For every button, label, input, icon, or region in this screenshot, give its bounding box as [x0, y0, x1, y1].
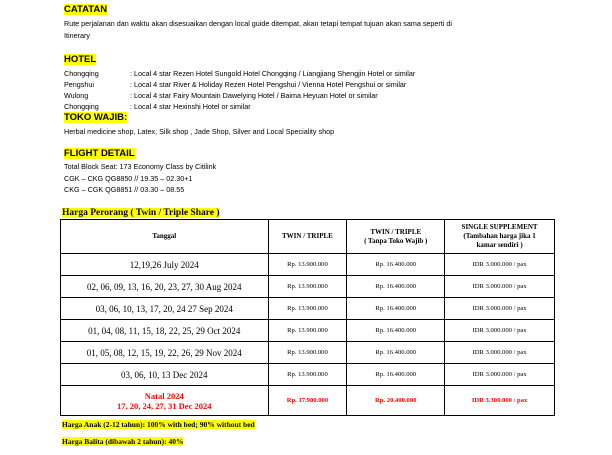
row-date: 01, 05, 08, 12, 15, 19, 22, 26, 29 Nov 2024: [61, 342, 269, 364]
table-row: [61, 342, 555, 364]
row-no-toko: Rp. 16.400.000: [347, 298, 445, 320]
row-no-toko: Rp. 16.400.000: [347, 320, 445, 342]
header-tanggal: Tanggal: [61, 220, 269, 254]
hotel-row: [64, 69, 415, 78]
row-no-toko: Rp. 16.400.000: [347, 364, 445, 386]
flight-return: CKG – CGK QG8851 // 03.30 – 08.55: [64, 185, 185, 194]
hotel-city: Chongqing: [64, 102, 99, 111]
header-single-line1: SINGLE SUPPLEMENT: [461, 223, 538, 231]
toko-text: Herbal medicine shop, Latex, Silk shop , Jade Shop, Silver and Local Speciality shop: [64, 127, 335, 136]
hotel-city: Pengshui: [64, 80, 94, 89]
natal-single: IDR 3.300.000 / pax: [445, 386, 555, 416]
hotel-city: Wulong: [64, 91, 89, 100]
row-twin: Rp. 13.900.000: [268, 320, 347, 342]
row-twin: Rp. 13.900.000: [268, 276, 347, 298]
hotel-detail: : Local 4 star Fairy Mountain Dawelying Hotel / Baima Heyuan Hotel or similar: [130, 91, 378, 100]
hotel-row: [64, 80, 406, 89]
table-row-natal: [61, 386, 555, 416]
table-row: [61, 254, 555, 276]
catatan-text-line1: Rute perjalanan dan waktu akan disesuaikan dengan local guide ditempat, akan tetapi tempat tujuan akan sama seperti di: [64, 19, 452, 28]
row-date: 12,19,26 July 2024: [61, 254, 269, 276]
row-single: IDR 3.000.000 / pax: [445, 364, 555, 386]
natal-date: [61, 386, 269, 416]
hotel-title: HOTEL: [64, 54, 97, 65]
row-no-toko: Rp. 16.400.000: [347, 254, 445, 276]
row-twin: Rp. 13.900.000: [268, 254, 347, 276]
pricing-title: Harga Perorang ( Twin / Triple Share ): [62, 208, 220, 218]
hotel-row: [64, 91, 378, 100]
flight-outbound: CGK – CKG QG8850 // 19.35 – 02.30+1: [64, 174, 193, 183]
natal-title: Natal 2024: [144, 390, 184, 401]
natal-dates: 17, 20, 24, 27, 31 Dec 2024: [117, 400, 212, 411]
natal-no-toko: Rp. 20.400.000: [347, 386, 445, 416]
note-infant-price: Harga Balita (dibawah 2 tahun): 40%: [62, 437, 184, 446]
row-twin: Rp. 13.900.000: [268, 342, 347, 364]
header-twin-no-toko: [347, 220, 445, 254]
row-single: IDR 3.000.000 / pax: [445, 320, 555, 342]
table-row: [61, 276, 555, 298]
header-single-line2: (Tambahan harga jika 1: [463, 232, 536, 240]
table-header-row: [61, 220, 555, 254]
header-twin: TWIN / TRIPLE: [268, 220, 347, 254]
row-twin: Rp. 13.900.000: [268, 364, 347, 386]
flight-title: FLIGHT DETAIL: [64, 148, 135, 159]
row-date: 02, 06, 09, 13, 16, 20, 23, 27, 30 Aug 2024: [61, 276, 269, 298]
row-single: IDR 3.000.000 / pax: [445, 254, 555, 276]
catatan-title: CATATAN: [64, 4, 108, 15]
natal-twin: Rp. 17.900.000: [268, 386, 347, 416]
header-twin-no-toko-line1: TWIN / TRIPLE: [370, 227, 422, 236]
header-single-line3: kamar sendiri ): [476, 241, 523, 249]
row-date: 03, 06, 10, 13, 17, 20, 24 27 Sep 2024: [61, 298, 269, 320]
header-twin-no-toko-line2: ( Tanpa Toko Wajib ): [364, 236, 428, 245]
row-single: IDR 3.000.000 / pax: [445, 298, 555, 320]
table-row: [61, 364, 555, 386]
row-no-toko: Rp. 16.400.000: [347, 276, 445, 298]
price-table: [60, 219, 555, 416]
hotel-city: Chongqing: [64, 69, 99, 78]
row-single: IDR 3.000.000 / pax: [445, 276, 555, 298]
row-date: 03, 06, 10, 13 Dec 2024: [61, 364, 269, 386]
row-single: IDR 3.000.000 / pax: [445, 342, 555, 364]
row-twin: Rp. 13.900.000: [268, 298, 347, 320]
toko-title: TOKO WAJIB:: [64, 112, 128, 123]
flight-block-seat: Total Block Seat: 173 Economy Class by Citilink: [64, 162, 217, 171]
header-single: [445, 220, 555, 254]
catatan-text-line2: Itinerary: [64, 31, 90, 40]
table-row: [61, 298, 555, 320]
hotel-detail: : Local 4 star River & Holiday Rezen Hotel Pengshui / Vienna Hotel Pengshui or similar: [130, 80, 407, 89]
note-child-price: Harga Anak (2-12 tahun): 100% with bed; 90% without bed: [62, 420, 255, 429]
row-no-toko: Rp. 16.400.000: [347, 342, 445, 364]
table-row: [61, 320, 555, 342]
hotel-detail: : Local 4 star Hexinshi Hotel or similar: [130, 102, 251, 111]
row-date: 01, 04, 08, 11, 15, 18, 22, 25, 29 Oct 2024: [61, 320, 269, 342]
hotel-detail: : Local 4 star Rezen Hotel Sungold Hotel Chongqing / Liangjiang Shengjin Hotel or similar: [130, 69, 416, 78]
hotel-row: [64, 102, 251, 111]
